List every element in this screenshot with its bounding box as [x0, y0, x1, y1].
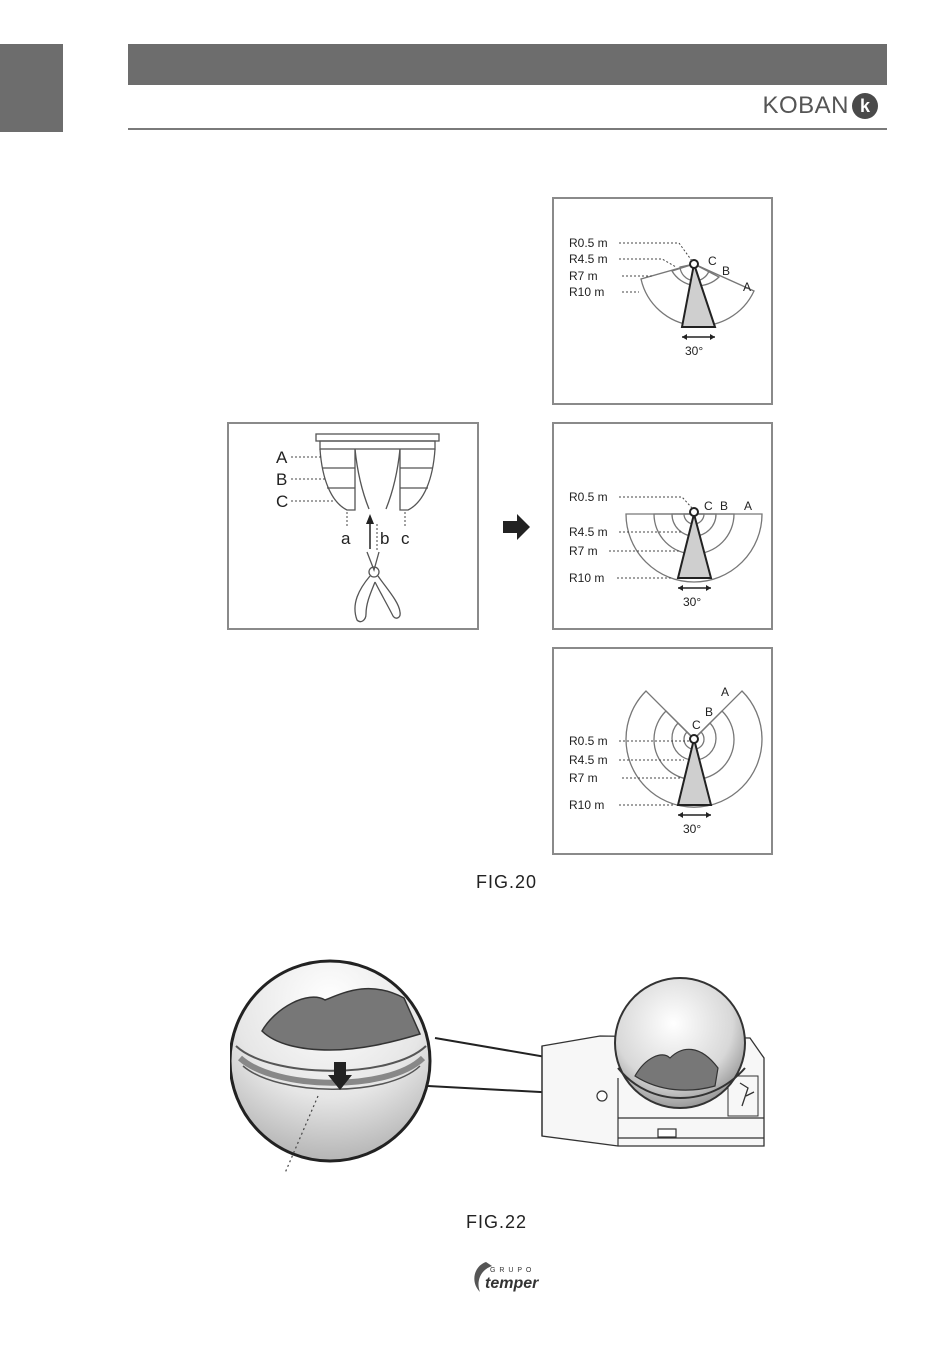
logo-main-text: temper [485, 1275, 539, 1292]
cut-label: c [401, 529, 410, 548]
pattern-diagram-middle [554, 424, 771, 628]
lens-row-label: C [276, 492, 289, 511]
cut-label: a [341, 529, 351, 548]
header-bar [128, 44, 887, 85]
zone-label: C [704, 499, 713, 513]
zone-label: B [705, 705, 714, 719]
lens-row-label: B [276, 470, 288, 489]
zone-label: B [720, 499, 729, 513]
zone-label: A [744, 499, 753, 513]
radius-label: R4.5 m [569, 525, 608, 539]
pattern-diagram-top [554, 199, 771, 403]
temper-logo [468, 1256, 558, 1300]
sensor-install-illustration [230, 958, 790, 1188]
lens-panel [227, 422, 479, 630]
radius-label: R4.5 m [569, 753, 608, 767]
radius-label: R10 m [569, 571, 605, 585]
lens-row-label: A [276, 448, 288, 467]
side-tab [0, 44, 63, 132]
zone-label: B [722, 264, 731, 278]
lens-diagram [229, 424, 477, 628]
pattern-diagram-bottom [554, 649, 771, 853]
radius-label: R7 m [569, 544, 598, 558]
brand-logo [762, 92, 878, 120]
cut-label: b [380, 529, 390, 548]
zone-label: C [692, 718, 701, 732]
angle-label: 30° [683, 595, 702, 609]
radius-label: R7 m [569, 269, 598, 283]
arrow-right-icon [503, 514, 533, 540]
zone-label: A [721, 685, 730, 699]
brand-mark: k [852, 93, 878, 119]
radius-label: R0.5 m [569, 734, 608, 748]
header-rule [128, 128, 887, 130]
figure-caption: FIG.22 [466, 1212, 528, 1232]
brand-name: KOBAN [762, 92, 849, 119]
radius-label: R4.5 m [569, 252, 608, 266]
pattern-panel-top [552, 197, 773, 405]
radius-label: R0.5 m [569, 236, 608, 250]
zone-label: A [743, 280, 752, 294]
pattern-panel-middle [552, 422, 773, 630]
angle-label: 30° [683, 822, 702, 836]
figure-caption: FIG.20 [476, 872, 538, 892]
radius-label: R10 m [569, 285, 605, 299]
pattern-panel-bottom [552, 647, 773, 855]
radius-label: R0.5 m [569, 490, 608, 504]
logo-small-text: G R U P O [490, 1267, 533, 1274]
zone-label: C [708, 254, 717, 268]
radius-label: R7 m [569, 771, 598, 785]
temper-swoosh-icon [468, 1256, 558, 1300]
radius-label: R10 m [569, 798, 605, 812]
angle-label: 30° [685, 344, 704, 358]
